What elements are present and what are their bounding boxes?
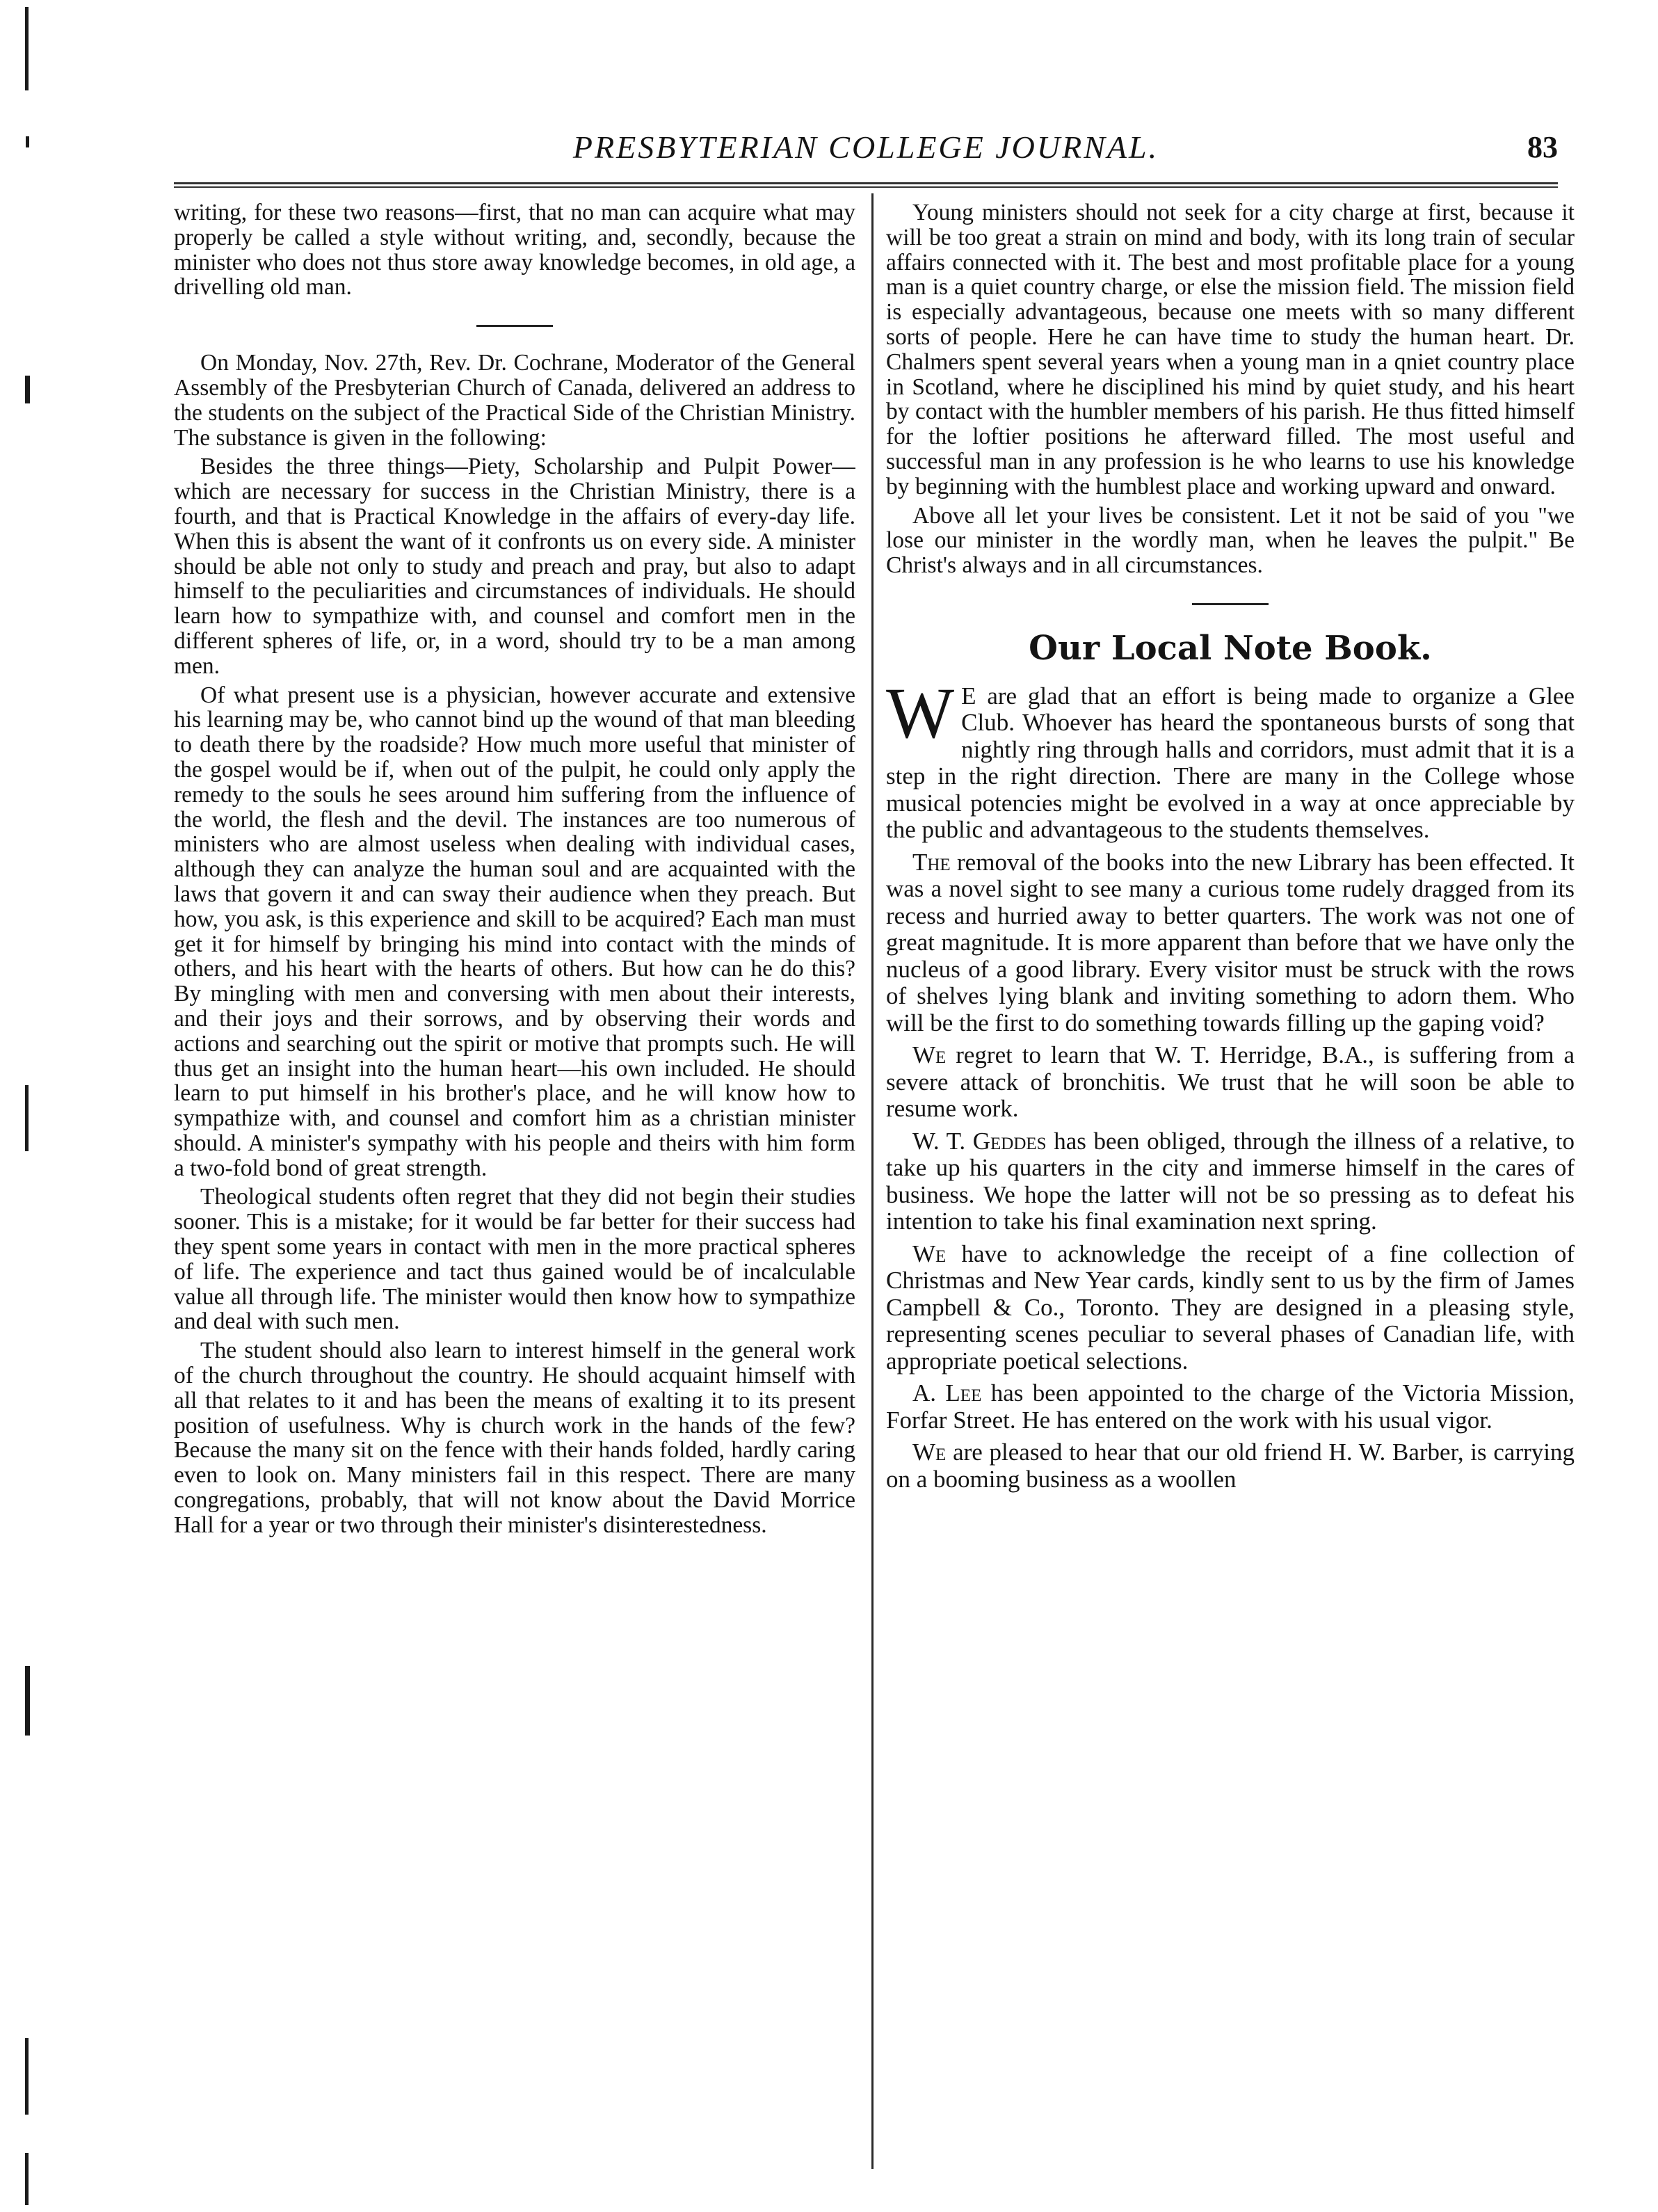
scan-margin-mark <box>25 2038 29 2115</box>
note-text: removal of the books into the new Library has been effected. It was a novel sight to see many a curious tome rudely dragged from its recess and hurried away to better quarters. The work was not one of great magnitude. It is more apparent than before that we have only the nucleus of a good library. Every visitor must be struck with the rows of shelves lying blank and inviting something to adorn them. Who will be the first to do something towards filling up the gaping void? <box>886 848 1575 1036</box>
left-column <box>174 200 855 2155</box>
article-paragraph: Above all let your lives be consistent. Let it not be said of you "we lose our minister in the wordly man, when he leaves the pulpit." Be Christ's always and in all circumstances. <box>886 502 1575 579</box>
note-lead: We <box>912 1240 947 1267</box>
scan-margin-mark <box>25 7 29 90</box>
note-paragraph <box>886 1380 1575 1434</box>
section-rule <box>476 325 553 327</box>
drop-cap-letter: W <box>886 673 955 753</box>
note-lead: We <box>912 1438 947 1466</box>
scan-margin-mark <box>25 376 30 403</box>
note-text: has been appointed to the charge of the Victoria Mission, Forfar Street. He has entered on the work with his usual vigor. <box>886 1379 1575 1434</box>
note-paragraph <box>886 1439 1575 1493</box>
note-lead: W. T. Geddes <box>912 1127 1047 1155</box>
scan-margin-mark <box>25 2153 29 2205</box>
article-paragraph: Of what present use is a physician, however accurate and extensive his learning may be, who cannot bind up the wound of that man bleeding to death there by the roadside? How much more useful that minister of the gospel would be if, when out of the pulpit, he could only apply the remedy to the souls he sees around him suffering from the influence of the world, the flesh and the devil. The instances are too numerous of ministers who are almost useless when dealing with individual cases, although they can analyze the human soul and are acquainted with the laws that govern it and can sway their audience when they preach. But how, you ask, is this experience and skill to be acquired? Each man must get it for himself by bringing his mind into contact with the minds of others, and his heart with the hearts of others. But how can he do this? By mingling with men and conversing with men about their interests, and their joys and their sorrows, and by observing their words and actions and searching out the spirit or motive that prompts such. He will thus get an insight into the human heart—his own included. He should learn to put himself in his brother's place, and he will know how to sympathize with, and counsel and comfort him as a christian minister should. A minister's sympathy with his people and theirs with him form a two-fold bond of great strength. <box>174 682 855 1181</box>
header-rule <box>174 182 1558 188</box>
scan-margin-mark <box>26 136 29 147</box>
note-lead: The <box>912 848 951 876</box>
note-lead: We <box>912 1041 947 1069</box>
page-number: 83 <box>1527 130 1558 164</box>
local-notes <box>886 673 1575 1493</box>
note-text: has been obliged, through the illness of a relative, to take up his quarters in the city and immerse himself in the cares of business. We hope the latter will not be so pressing as to defeat his intention to take his final examination next spring. <box>886 1127 1575 1235</box>
note-paragraph <box>886 849 1575 1037</box>
article-paragraph: Theological students often regret that they did not begin their studies sooner. This is a mistake; for it would be far better for their success had they spent some years in contact with men in the more practical spheres of life. The experience and tact thus gained would be of incalculable value all through life. The minister would then know how to sympathize and deal with such men. <box>174 1184 855 1335</box>
note-text: have to acknowledge the receipt of a fine collection of Christmas and New Year cards, kindly sent to us by the firm of James Campbell & Co., Toronto. They are designed in a pleasing style, representing scenes peculiar to several phases of Canadian life, with appropriate poetical selections. <box>886 1240 1575 1375</box>
section-rule <box>1192 603 1269 605</box>
article-paragraph: Young ministers should not seek for a city charge at first, because it will be too great a strain on mind and body, with its long train of secular affairs connected with it. The best and most profitable place for a young man is a quiet country charge, or else the mission field. The mission field is especially advantageous, because one meets with so many different sorts of people. Here he can have time to study the human heart. Dr. Chalmers spent several years when a young man in a qniet country place in Scotland, where he disciplined his mind by quiet study, and his heart by contact with the humbler members of his parish. He thus fitted himself for the loftier positions he afterward filled. The most useful and successful man in any profession is he who learns to use his knowledge by beginning with the humblest place and working upward and onward. <box>886 200 1575 499</box>
right-column <box>886 200 1575 2169</box>
note-paragraph <box>886 1128 1575 1235</box>
note-text: E are glad that an effort is being made to organize a Glee Club. Whoever has heard the spontaneous bursts of song that nightly ring through halls and corridors, must admit that it is a step in the right direction. There are many in the College whose musical potencies might be evolved in a way at once appreciable by the public and advantageous to the students themselves. <box>886 682 1575 844</box>
article-paragraph: writing, for these two reasons—first, that no man can acquire what may properly be called a style without writing, and, secondly, because the minister who does not thus store away knowledge becomes, in old age, a drivelling old man. <box>174 200 855 300</box>
note-lead: A. Lee <box>912 1379 982 1407</box>
page-header <box>174 127 1558 175</box>
section-heading: Our Local Note Book. <box>1029 628 1432 668</box>
scan-margin-mark <box>25 1666 30 1736</box>
note-paragraph <box>886 673 1575 844</box>
note-paragraph <box>886 1042 1575 1123</box>
article-paragraph: The student should also learn to interest himself in the general work of the church throughout the country. He should acquaint himself with all that relates to it and has been the means of exalting it to its present position of usefulness. Why is church work in the hands of the few? Because the many sit on the fence with their hands folded, hardly caring even to look on. Many ministers fail in this respect. There are many congregations, probably, that will not know about the David Morrice Hall for a year or two through their minister's disinterestedness. <box>174 1338 855 1538</box>
scan-margin-mark <box>25 1085 29 1151</box>
column-divider <box>871 193 874 2169</box>
note-text: regret to learn that W. T. Herridge, B.A., is suffering from a severe attack of bronchitis. We trust that he will soon be able to resume work. <box>886 1041 1575 1123</box>
journal-title: PRESBYTERIAN COLLEGE JOURNAL. <box>572 129 1159 165</box>
article-paragraph: Besides the three things—Piety, Scholarship and Pulpit Power—which are necessary for success in the Christian Ministry, there is a fourth, and that is Practical Knowledge in the affairs of every-day life. When this is absent the want of it confronts us on every side. A minister should be able not only to study and preach and pray, but also to adapt himself to the peculiarities and circumstances of individuals. He should learn how to sympathize with, and counsel and comfort men in the different spheres of life, or, in a word, should try to be a man among men. <box>174 454 855 679</box>
note-paragraph <box>886 1241 1575 1375</box>
article-paragraph: On Monday, Nov. 27th, Rev. Dr. Cochrane, Moderator of the General Assembly of the Presbyterian Church of Canada, delivered an address to the students on the subject of the Practical Side of the Christian Ministry. The substance is given in the following: <box>174 350 855 451</box>
note-text: are pleased to hear that our old friend H. W. Barber, is carrying on a booming business as a woollen <box>886 1438 1575 1493</box>
